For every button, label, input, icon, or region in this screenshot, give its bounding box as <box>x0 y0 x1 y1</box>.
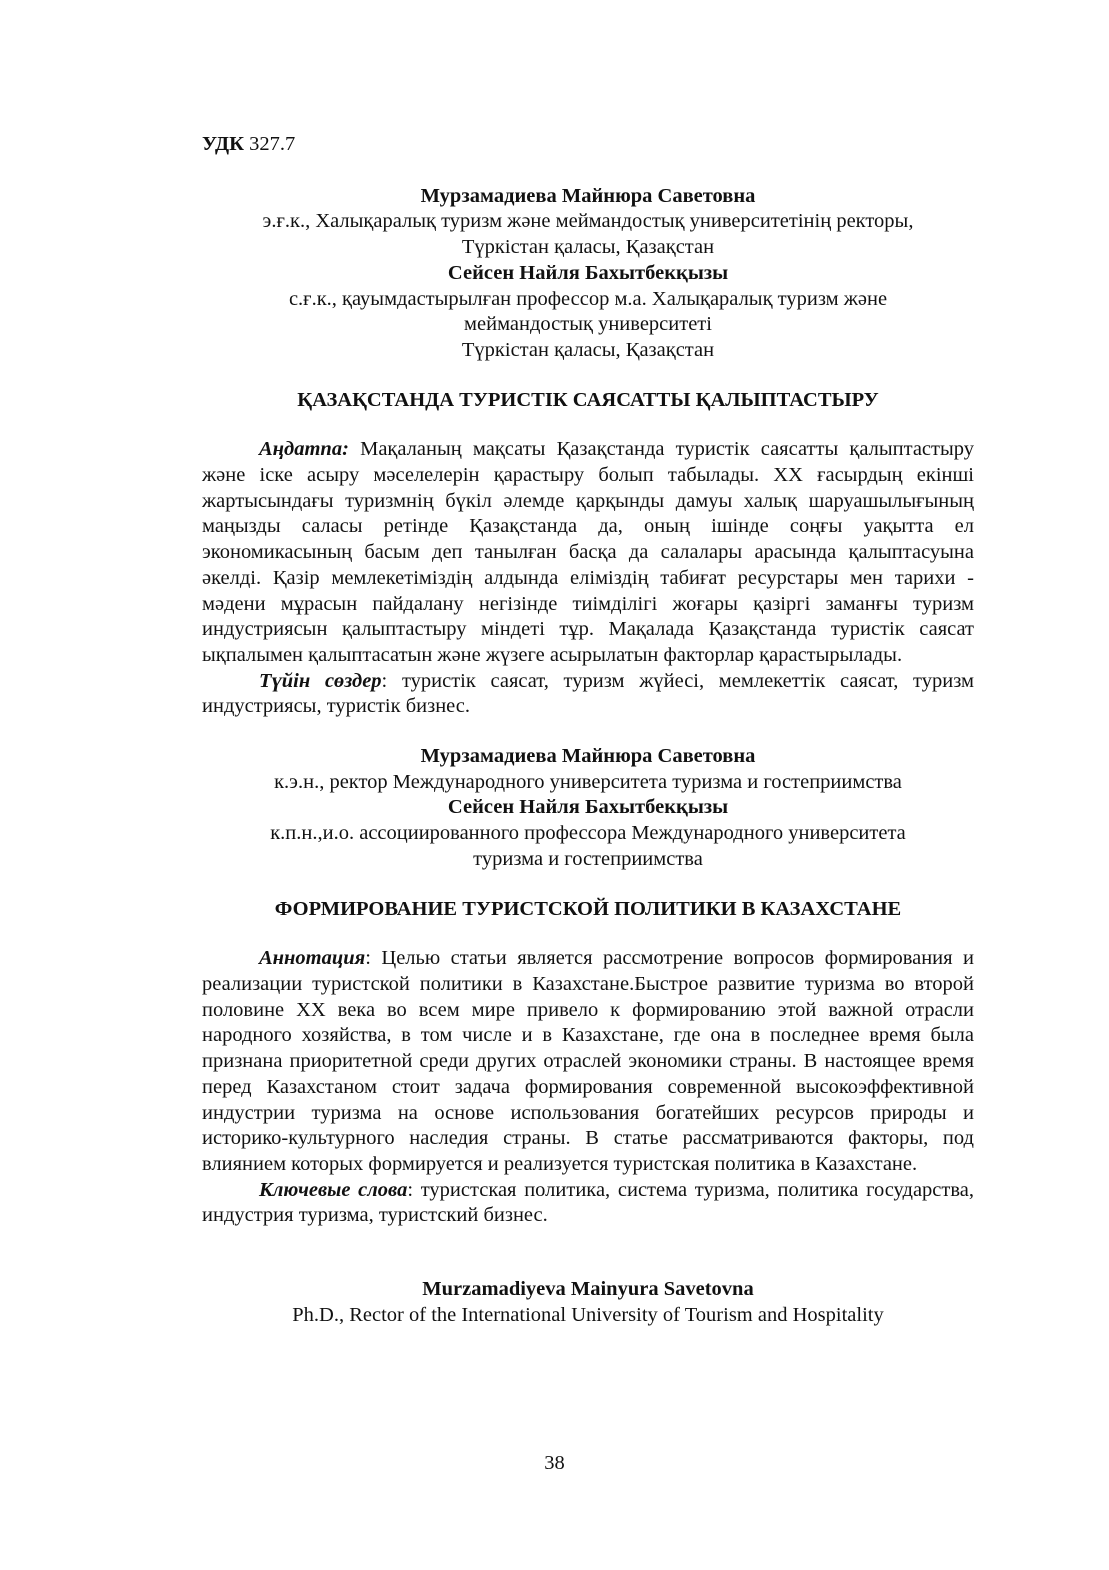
kaz-keywords-label: Түйін сөздер <box>259 669 382 692</box>
kaz-author2-city: Түркістан қаласы, Қазақстан <box>461 338 715 361</box>
spacer <box>202 364 974 388</box>
kaz-keywords <box>202 669 974 720</box>
rus-author1-affiliation: к.э.н., ректор Международного университета туризма и гостеприимства <box>274 770 902 793</box>
rus-abstract <box>202 946 974 1177</box>
udk-value: 327.7 <box>249 133 296 155</box>
rus-keywords-label: Ключевые слова <box>259 1178 408 1201</box>
udk-line <box>202 132 974 158</box>
spacer <box>202 922 974 946</box>
kaz-author2-affiliation-cont: меймандостық университеті <box>464 313 712 336</box>
kaz-author2-name: Сейсен Найля Бахытбекқызы <box>447 261 729 284</box>
rus-author2-affiliation: к.п.н.,и.о. ассоциированного профессора Международного университета <box>270 822 906 845</box>
spacer <box>202 413 974 437</box>
page-number: 38 <box>544 1452 565 1474</box>
rus-author2-name: Сейсен Найля Бахытбекқызы <box>447 796 729 819</box>
rus-abstract-label: Аннотация <box>259 947 366 970</box>
kaz-keywords-text: : туристік саясат, туризм жүйесі, мемлекеттік саясат, туризм индустриясы, туристік бизнес. <box>202 669 974 718</box>
rus-keywords-text: : туристская политика, система туризма, политика государства, индустрия туризма, туристский бизнес. <box>202 1178 974 1227</box>
eng-author1-affiliation: Ph.D., Rector of the International University of Tourism and Hospitality <box>292 1303 884 1326</box>
kaz-abstract-text: Мақаланың мақсаты Қазақстанда туристік саясатты қалыптастыру және іске асыру мәселелерін қарастыру болып табылады. ХХ ғасырдың екінші жартысындағы туризмнің бүкіл әлемде қарқынды дамуы халық шаруашылығының маңызды саласы ретінде Қазақстанда да, оның ішінде соңғы уақытта ел экономикасының басым деп танылған басқа да салалары арасында қалыптасуына әкелді. Қазір мемлекетіміздің алдында еліміздің табиғат ресурстары мен тарихи - мәдени мұрасын пайдалану негізінде тиімділігі жоғары қазіргі заманғы туризм индустриясын қалыптастыру міндеті тұр. Мақалада Қазақстанда туристік саясат ықпалымен қалыптасатын және жүзеге асырылатын факторлар қарастырылады. <box>202 438 974 666</box>
kaz-author1-name: Мурзамадиева Майнюра Саветовна <box>420 184 756 207</box>
article-page <box>202 132 974 1328</box>
spacer <box>202 873 974 897</box>
kaz-author1-city: Түркістан қаласы, Қазақстан <box>461 236 715 259</box>
kaz-abstract <box>202 437 974 668</box>
kaz-abstract-label: Аңдатпа: <box>259 438 349 461</box>
rus-abstract-text: : Целью статьи является рассмотрение вопросов формирования и реализации туристской политики в Казахстане.Быстрое развитие туризма во второй половине XX века во всем мире привело к формированию этой важной отрасли народного хозяйства, в том числе и в Казахстане, где она в последнее время была признана приоритетной среди других отраслей экономики страны. В настоящее время перед Казахстаном стоит задача формирования современной высокоэффективной индустрии туризма на основе использования богатейших ресурсов природы и историко-культурного наследия страны. В статье рассматриваются факторы, под влиянием которых формируется и реализуется туристская политика в Казахстане. <box>202 947 974 1175</box>
rus-author1-name: Мурзамадиева Майнюра Саветовна <box>420 745 756 768</box>
spacer <box>202 720 974 744</box>
eng-author1-name: Murzamadiyeva Mainyura Savetovna <box>422 1278 754 1301</box>
kaz-author1-affiliation: э.ғ.к., Халықаралық туризм және меймандостық университетінің ректоры, <box>262 210 914 233</box>
udk-label: УДК <box>202 133 244 155</box>
kaz-author2-affiliation: с.ғ.к., қауымдастырылған профессор м.а. Халықаралық туризм және <box>288 287 888 310</box>
spacer <box>202 1229 974 1277</box>
rus-article-title: ФОРМИРОВАНИЕ ТУРИСТСКОЙ ПОЛИТИКИ В КАЗАХСТАНЕ <box>274 897 902 920</box>
rus-keywords <box>202 1178 974 1229</box>
rus-author2-affiliation-cont: туризма и гостеприимства <box>473 847 703 870</box>
kaz-article-title: ҚАЗАҚСТАНДА ТУРИСТІК САЯСАТТЫ ҚАЛЫПТАСТЫРУ <box>297 388 879 411</box>
